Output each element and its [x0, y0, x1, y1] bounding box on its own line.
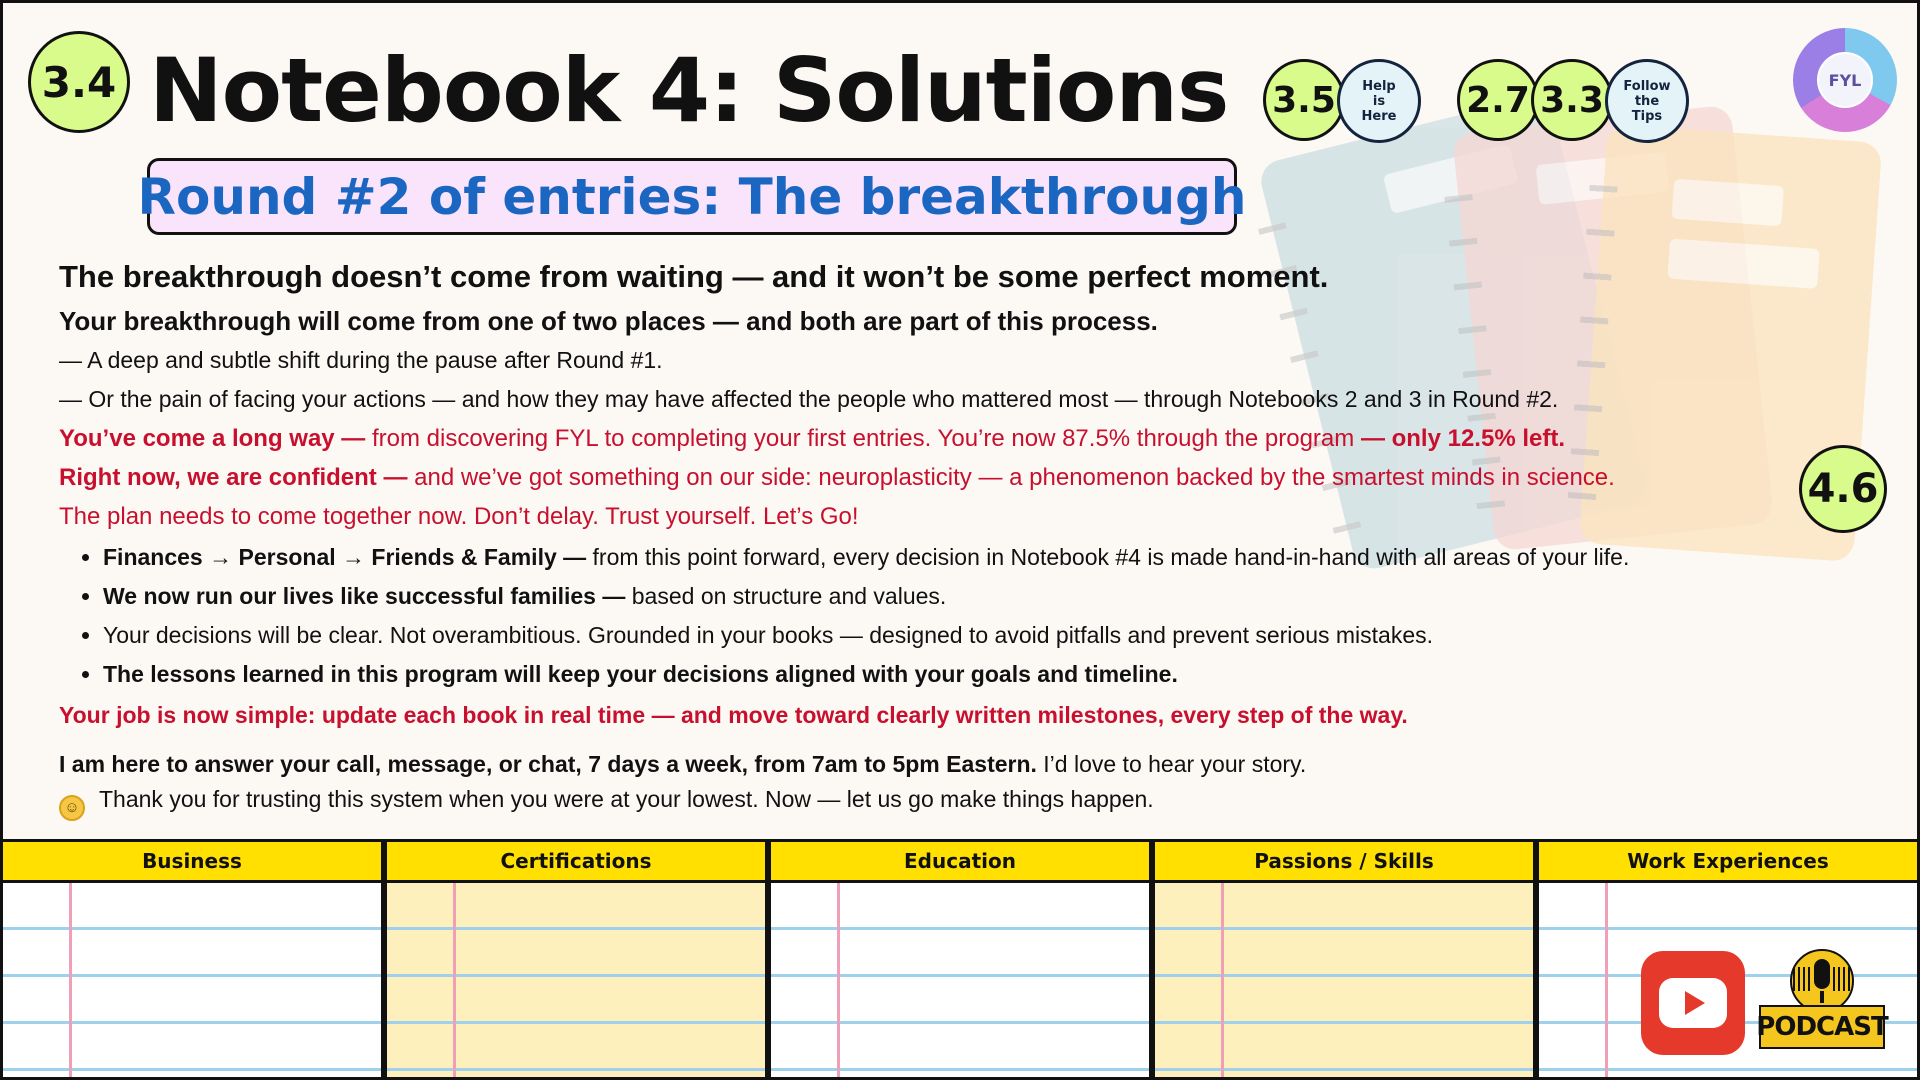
content-subheading: Your breakthrough will come from one of two places — and both are part of this process.	[59, 306, 1158, 336]
lined-paper[interactable]	[3, 883, 381, 1079]
youtube-icon[interactable]	[1641, 951, 1745, 1055]
section-badge-4-6[interactable]: 4.6	[1799, 445, 1887, 533]
thanks-line	[59, 780, 1799, 821]
page-title: Notebook 4: Solutions	[149, 39, 1229, 142]
column-education[interactable]	[771, 839, 1155, 1079]
lined-paper[interactable]	[387, 883, 765, 1079]
fyl-logo-text: FYL	[1817, 52, 1873, 108]
plan-line: The plan needs to come together now. Don’t delay. Trust yourself. Let’s Go!	[59, 503, 859, 530]
list-item	[103, 538, 1799, 577]
column-header: Certifications	[387, 839, 765, 883]
podcast-button[interactable]	[1756, 949, 1888, 1059]
section-badge-3-3[interactable]: 3.3	[1531, 59, 1613, 141]
margin-line	[1221, 883, 1224, 1079]
principles-list	[59, 538, 1799, 694]
round-subtitle: Round #2 of entries: The breakthrough	[147, 158, 1237, 235]
margin-line	[453, 883, 456, 1079]
confidence-line	[59, 458, 1799, 497]
list-item: • Your decisions will be clear. Not overambitious. Grounded in your books — designed to avoid pitfalls and prevent serious mistakes.	[103, 616, 1799, 655]
column-header: Passions / Skills	[1155, 839, 1533, 883]
bullet-text: based on structure and values.	[625, 583, 947, 609]
confidence-line-text: and we’ve got something on our side: neuroplasticity — a phenomenon backed by the smartest minds in science.	[407, 464, 1615, 491]
progress-line-bold: You’ve come a long way —	[59, 425, 366, 452]
shift-line: — A deep and subtle shift during the pause after Round #1.	[59, 347, 663, 373]
youtube-icon-inner	[1659, 978, 1727, 1028]
contact-line	[59, 745, 1799, 784]
contact-line-bold: I am here to answer your call, message, or chat, 7 days a week, from 7am to 5pm Eastern.	[59, 751, 1037, 777]
podcast-label: PODCAST	[1759, 1005, 1885, 1049]
column-header: Business	[3, 839, 381, 883]
fyl-logo-icon	[1793, 28, 1897, 132]
progress-line-text: from discovering FYL to completing your first entries. You’re now 87.5% through the program	[365, 425, 1361, 452]
margin-line	[69, 883, 72, 1079]
bullet-bold: We now run our lives like successful families —	[103, 583, 626, 609]
column-passions-skills[interactable]	[1155, 839, 1539, 1079]
content-heading: The breakthrough doesn’t come from waiting — and it won’t be some perfect moment.	[59, 259, 1329, 294]
microphone-icon	[1814, 959, 1830, 989]
margin-line	[1605, 883, 1608, 1079]
bullet-bold: Finances → Personal → Friends & Family —	[103, 544, 587, 570]
follow-the-tips-icon[interactable]: Follow the Tips	[1605, 59, 1689, 143]
margin-line	[837, 883, 840, 1079]
pain-line: — Or the pain of facing your actions — and how they may have affected the people who mattered most — through Notebooks 2 and 3 in Round #2.	[59, 386, 1559, 412]
section-badge-2-7[interactable]: 2.7	[1457, 59, 1539, 141]
column-certifications[interactable]	[387, 839, 771, 1079]
progress-line-end: — only 12.5% left.	[1360, 425, 1565, 452]
lined-paper[interactable]	[1155, 883, 1533, 1079]
play-icon	[1685, 991, 1705, 1015]
list-item	[103, 577, 1799, 616]
smiley-face-icon: ☺	[59, 795, 85, 821]
main-content	[59, 255, 1799, 821]
notebook-label	[1672, 179, 1785, 227]
help-is-here-tip-icon[interactable]: Help is Here	[1337, 59, 1421, 143]
job-line: Your job is now simple: update each book in real time — and move toward clearly written milestones, every step of the way.	[59, 702, 1408, 728]
confidence-line-bold: Right now, we are confident —	[59, 464, 408, 491]
notebook-columns	[3, 839, 1917, 1079]
column-header: Work Experiences	[1539, 839, 1917, 883]
microphone-stand	[1820, 991, 1824, 1003]
section-badge-3-4[interactable]: 3.4	[28, 31, 130, 133]
progress-line	[59, 419, 1799, 458]
list-item: • The lessons learned in this program will keep your decisions aligned with your goals and timeline.	[103, 655, 1799, 694]
section-badge-3-5[interactable]: 3.5	[1263, 59, 1345, 141]
sound-wave-icon	[1833, 967, 1851, 991]
bullet-text: from this point forward, every decision in Notebook #4 is made hand-in-hand with all areas of your life.	[586, 544, 1630, 570]
contact-line-text: I’d love to hear your story.	[1036, 751, 1307, 777]
column-header: Education	[771, 839, 1149, 883]
column-business[interactable]	[3, 839, 387, 1079]
spacer	[59, 735, 1799, 745]
lined-paper[interactable]	[771, 883, 1149, 1079]
sound-wave-icon	[1793, 967, 1811, 991]
thanks-text: Thank you for trusting this system when you were at your lowest. Now — let us go make things happen.	[99, 786, 1154, 812]
